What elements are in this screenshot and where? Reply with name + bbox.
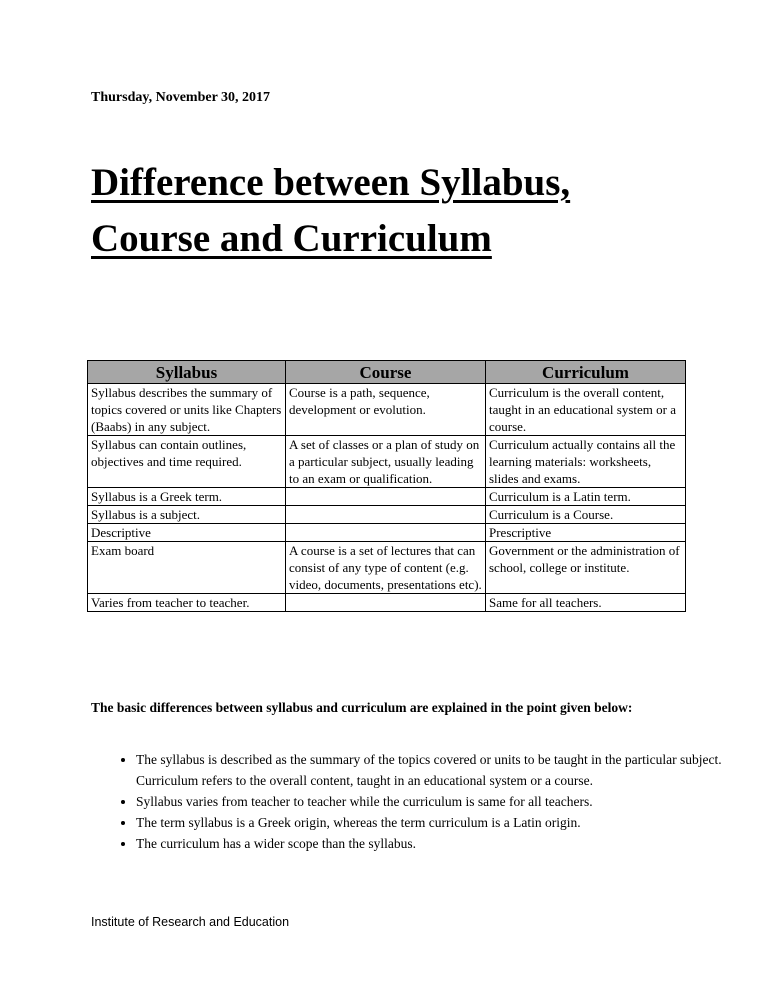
course-cell <box>286 488 486 506</box>
list-item: • The curriculum has a wider scope than the syllabus. <box>136 833 736 854</box>
differences-list <box>91 749 736 854</box>
table-row <box>88 542 686 594</box>
column-header-course: Course <box>286 361 486 384</box>
curriculum-cell: Curriculum is a Course. <box>486 506 686 524</box>
column-header-syllabus: Syllabus <box>88 361 286 384</box>
table-header-row <box>88 361 686 384</box>
comparison-table <box>87 360 686 612</box>
curriculum-cell: Curriculum is a Latin term. <box>486 488 686 506</box>
curriculum-cell: Curriculum is the overall content, taught in an educational system or a course. <box>486 384 686 436</box>
post-date: Thursday, November 30, 2017 <box>91 90 271 105</box>
syllabus-cell: Varies from teacher to teacher. <box>88 594 286 612</box>
page-title: Difference between Syllabus, Course and Curriculum <box>91 161 571 260</box>
column-header-curriculum: Curriculum <box>486 361 686 384</box>
course-cell: A course is a set of lectures that can consist of any type of content (e.g. video, documents, presentations etc). <box>286 542 486 594</box>
differences-intro: The basic differences between syllabus and curriculum are explained in the point given below: <box>91 700 633 715</box>
table-row <box>88 436 686 488</box>
table-row <box>88 488 686 506</box>
course-cell: Course is a path, sequence, development or evolution. <box>286 384 486 436</box>
syllabus-cell: Syllabus describes the summary of topics covered or units like Chapters (Baabs) in any subject. <box>88 384 286 436</box>
table-row <box>88 384 686 436</box>
list-item: • Syllabus varies from teacher to teacher while the curriculum is same for all teachers. <box>136 791 736 812</box>
list-item: • The term syllabus is a Greek origin, whereas the term curriculum is a Latin origin. <box>136 812 736 833</box>
table-row <box>88 524 686 542</box>
list-item: • The syllabus is described as the summary of the topics covered or units to be taught in the particular subject. Curriculum refers to the overall content, taught in an educational system or a course. <box>136 749 736 791</box>
syllabus-cell: Syllabus can contain outlines, objectives and time required. <box>88 436 286 488</box>
syllabus-cell: Syllabus is a Greek term. <box>88 488 286 506</box>
course-cell <box>286 506 486 524</box>
curriculum-cell: Prescriptive <box>486 524 686 542</box>
syllabus-cell: Descriptive <box>88 524 286 542</box>
page-footer: Institute of Research and Education <box>91 915 290 929</box>
table-row <box>88 594 686 612</box>
syllabus-cell: Exam board <box>88 542 286 594</box>
curriculum-cell: Curriculum actually contains all the learning materials: worksheets, slides and exams. <box>486 436 686 488</box>
course-cell: A set of classes or a plan of study on a particular subject, usually leading to an exam or qualification. <box>286 436 486 488</box>
course-cell <box>286 594 486 612</box>
curriculum-cell: Same for all teachers. <box>486 594 686 612</box>
course-cell <box>286 524 486 542</box>
curriculum-cell: Government or the administration of school, college or institute. <box>486 542 686 594</box>
table-row <box>88 506 686 524</box>
syllabus-cell: Syllabus is a subject. <box>88 506 286 524</box>
